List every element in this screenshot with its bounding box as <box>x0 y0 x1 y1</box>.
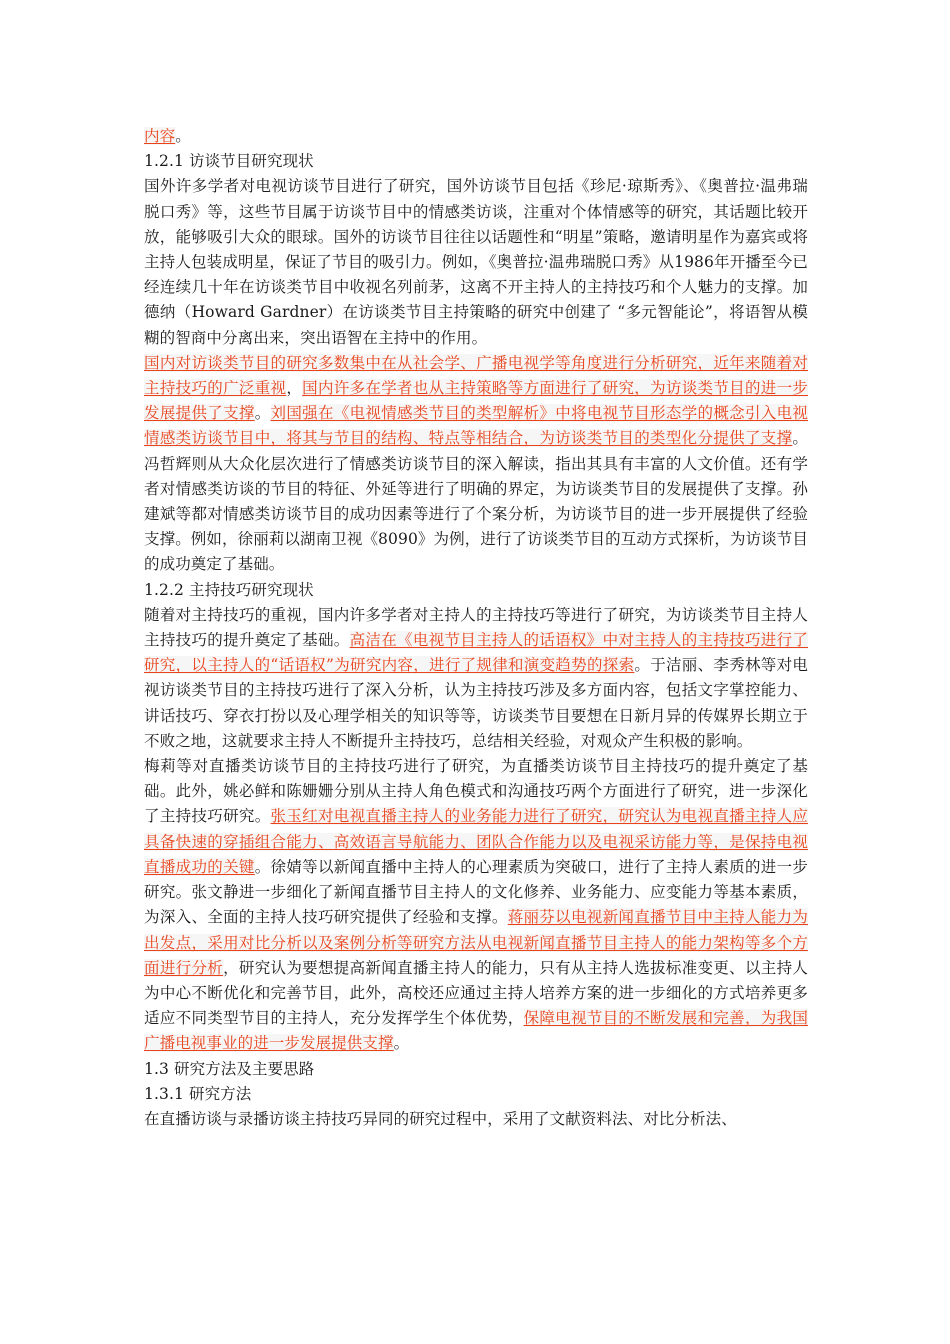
text-run: 随着对主持技巧的重视，国内许多学者对主持人的主持技巧等进行了研究，为访谈类节目主持人主持技巧的提升奠定了基础。 <box>144 605 808 650</box>
highlighted-text: 刘国强在《电视情感类节目的类型解析》中将电视节目形态学的概念引入电视情感类访谈节目中，将其与节目的结构、特点等相结合，为访谈类节目的类型化分提供了支撑 <box>144 404 809 448</box>
section-heading-1-3-1: 1.3.1 研究方法 <box>144 1084 252 1103</box>
highlighted-text: 高洁在《电视节目主持人的话语权》中对主持人的主持技巧进行了研究，以主持人的“话语权”为研究内容，进行了规律和演变趋势的探索 <box>144 631 808 675</box>
section-heading-1-2-2: 1.2.2 主持技巧研究现状 <box>144 580 314 599</box>
text-run: ，研究认为要想提高新闻直播主持人的能力，只有从主持人选拔标准变更、以主持人为中心不断优化和完善节目，此外，高校还应通过主持人培养方案的进一步细化的方式培养更多适应不同类型节目的主持人，充分发挥学生个体优势， <box>144 958 808 1028</box>
highlighted-text: 张玉红对电视直播主持人的业务能力进行了研究，研究认为电视直播主持人应具备快速的穿插组合能力、高效语言导航能力、团队合作能力以及电视采访能力等，是保持电视直播成功的关键 <box>144 807 808 876</box>
paragraph-domestic-research <box>144 351 808 578</box>
text-run: ， <box>286 379 303 398</box>
text-run: 梅莉等对直播类访谈节目的主持技巧进行了研究，为直播类访谈节目主持技巧的提升奠定了基础。此外，姚必鲜和陈姗姗分别从主持人角色模式和沟通技巧两个方面进行了研究，进一步深化了主持技巧研究。 <box>144 757 808 826</box>
text-run: 。徐婧等以新闻直播中主持人的心理素质为突破口，进行了主持人素质的进一步研究。张文静进一步细化了新闻直播节目主持人的文化修养、业务能力、应变能力等基本素质，为深入、全面的主持人技巧研究提供了经验和支撑。 <box>144 857 808 927</box>
paragraph-foreign-research: 国外许多学者对电视访谈节目进行了研究，国外访谈节目包括《珍尼·琼斯秀》、《奥普拉·温弗瑞脱口秀》等，这些节目属于访谈节目中的情感类访谈，注重对个体情感等的研究，其话题比较开放，能够吸引大众的眼球。国外的访谈节目往往以话题性和“明星”策略，邀请明星作为嘉宾或将主持人包装成明星，保证了节目的吸引力。例如，《奥普拉·温弗瑞脱口秀》从1986年开播至今已经连续几十年在访谈类节目中收视名列前茅，这离不开主持人的主持技巧和个人魅力的支撑。加德纳（Howard Gardner）在访谈类节目主持策略的研究中创建了 “多元智能论”，将语智从模糊的智商中分离出来，突出语智在主持中的作用。 <box>144 177 808 347</box>
highlighted-text: 内容 <box>144 127 176 145</box>
paragraph-hosting-skills <box>144 603 808 754</box>
text-run: 。 <box>254 404 271 423</box>
highlighted-text: 国内对访谈类节目的研究多数集中在从社会学、广播电视学等角度进行分析研究，近年来随着对主持技巧的广泛重视 <box>144 353 808 398</box>
text-run: 。 <box>175 127 191 145</box>
text-run: 。 <box>393 1034 410 1053</box>
highlighted-text: 国内许多在学者也从主持策略等方面进行了研究，为访谈类节目的进一步发展提供了支撑 <box>144 379 809 423</box>
text-run: 。冯哲辉则从大众化层次进行了情感类访谈节目的深入解读，指出其具有丰富的人文价值。还有学者对情感类访谈的节目的特征、外延等进行了明确的界定，为访谈类节目的发展提供了支撑。孙建斌等都对情感类访谈节目的成功因素等进行了个案分析，为访谈节目的进一步开展提供了经验支撑。例如，徐丽莉以湖南卫视《8090》为例，进行了访谈类节目的互动方式探析，为访谈节目的成功奠定了基础。 <box>144 429 808 574</box>
highlighted-text: 保障电视节目的不断发展和完善，为我国广播电视事业的进一步发展提供支撑 <box>144 1009 808 1053</box>
text-run: 。于洁丽、李秀林等对电视访谈类节目的主持技巧进行了深入分析，认为主持技巧涉及多方面内容，包括文字掌控能力、讲话技巧、穿衣打扮以及心理学相关的知识等等，访谈类节目要想在日新月异的传媒界长期立于不败之地，这就要求主持人不断提升主持技巧，总结相关经验，对观众产生积极的影响。 <box>144 656 808 750</box>
paragraph-methods: 在直播访谈与录播访谈主持技巧异同的研究过程中，采用了文献资料法、对比分析法、 <box>144 1109 737 1128</box>
section-heading-1-3: 1.3 研究方法及主要思路 <box>144 1059 315 1078</box>
paragraph-live-hosting <box>144 754 808 1056</box>
highlighted-text: 蒋丽芬以电视新闻直播节目中主持人能力为出发点，采用对比分析以及案例分析等研究方法从电视新闻直播节目主持人的能力架构等多个方面进行分析 <box>144 908 808 977</box>
paragraph-intro-tail <box>144 124 808 149</box>
section-heading-1-2-1: 1.2.1 访谈节目研究现状 <box>144 152 314 171</box>
document-body <box>144 124 808 1132</box>
